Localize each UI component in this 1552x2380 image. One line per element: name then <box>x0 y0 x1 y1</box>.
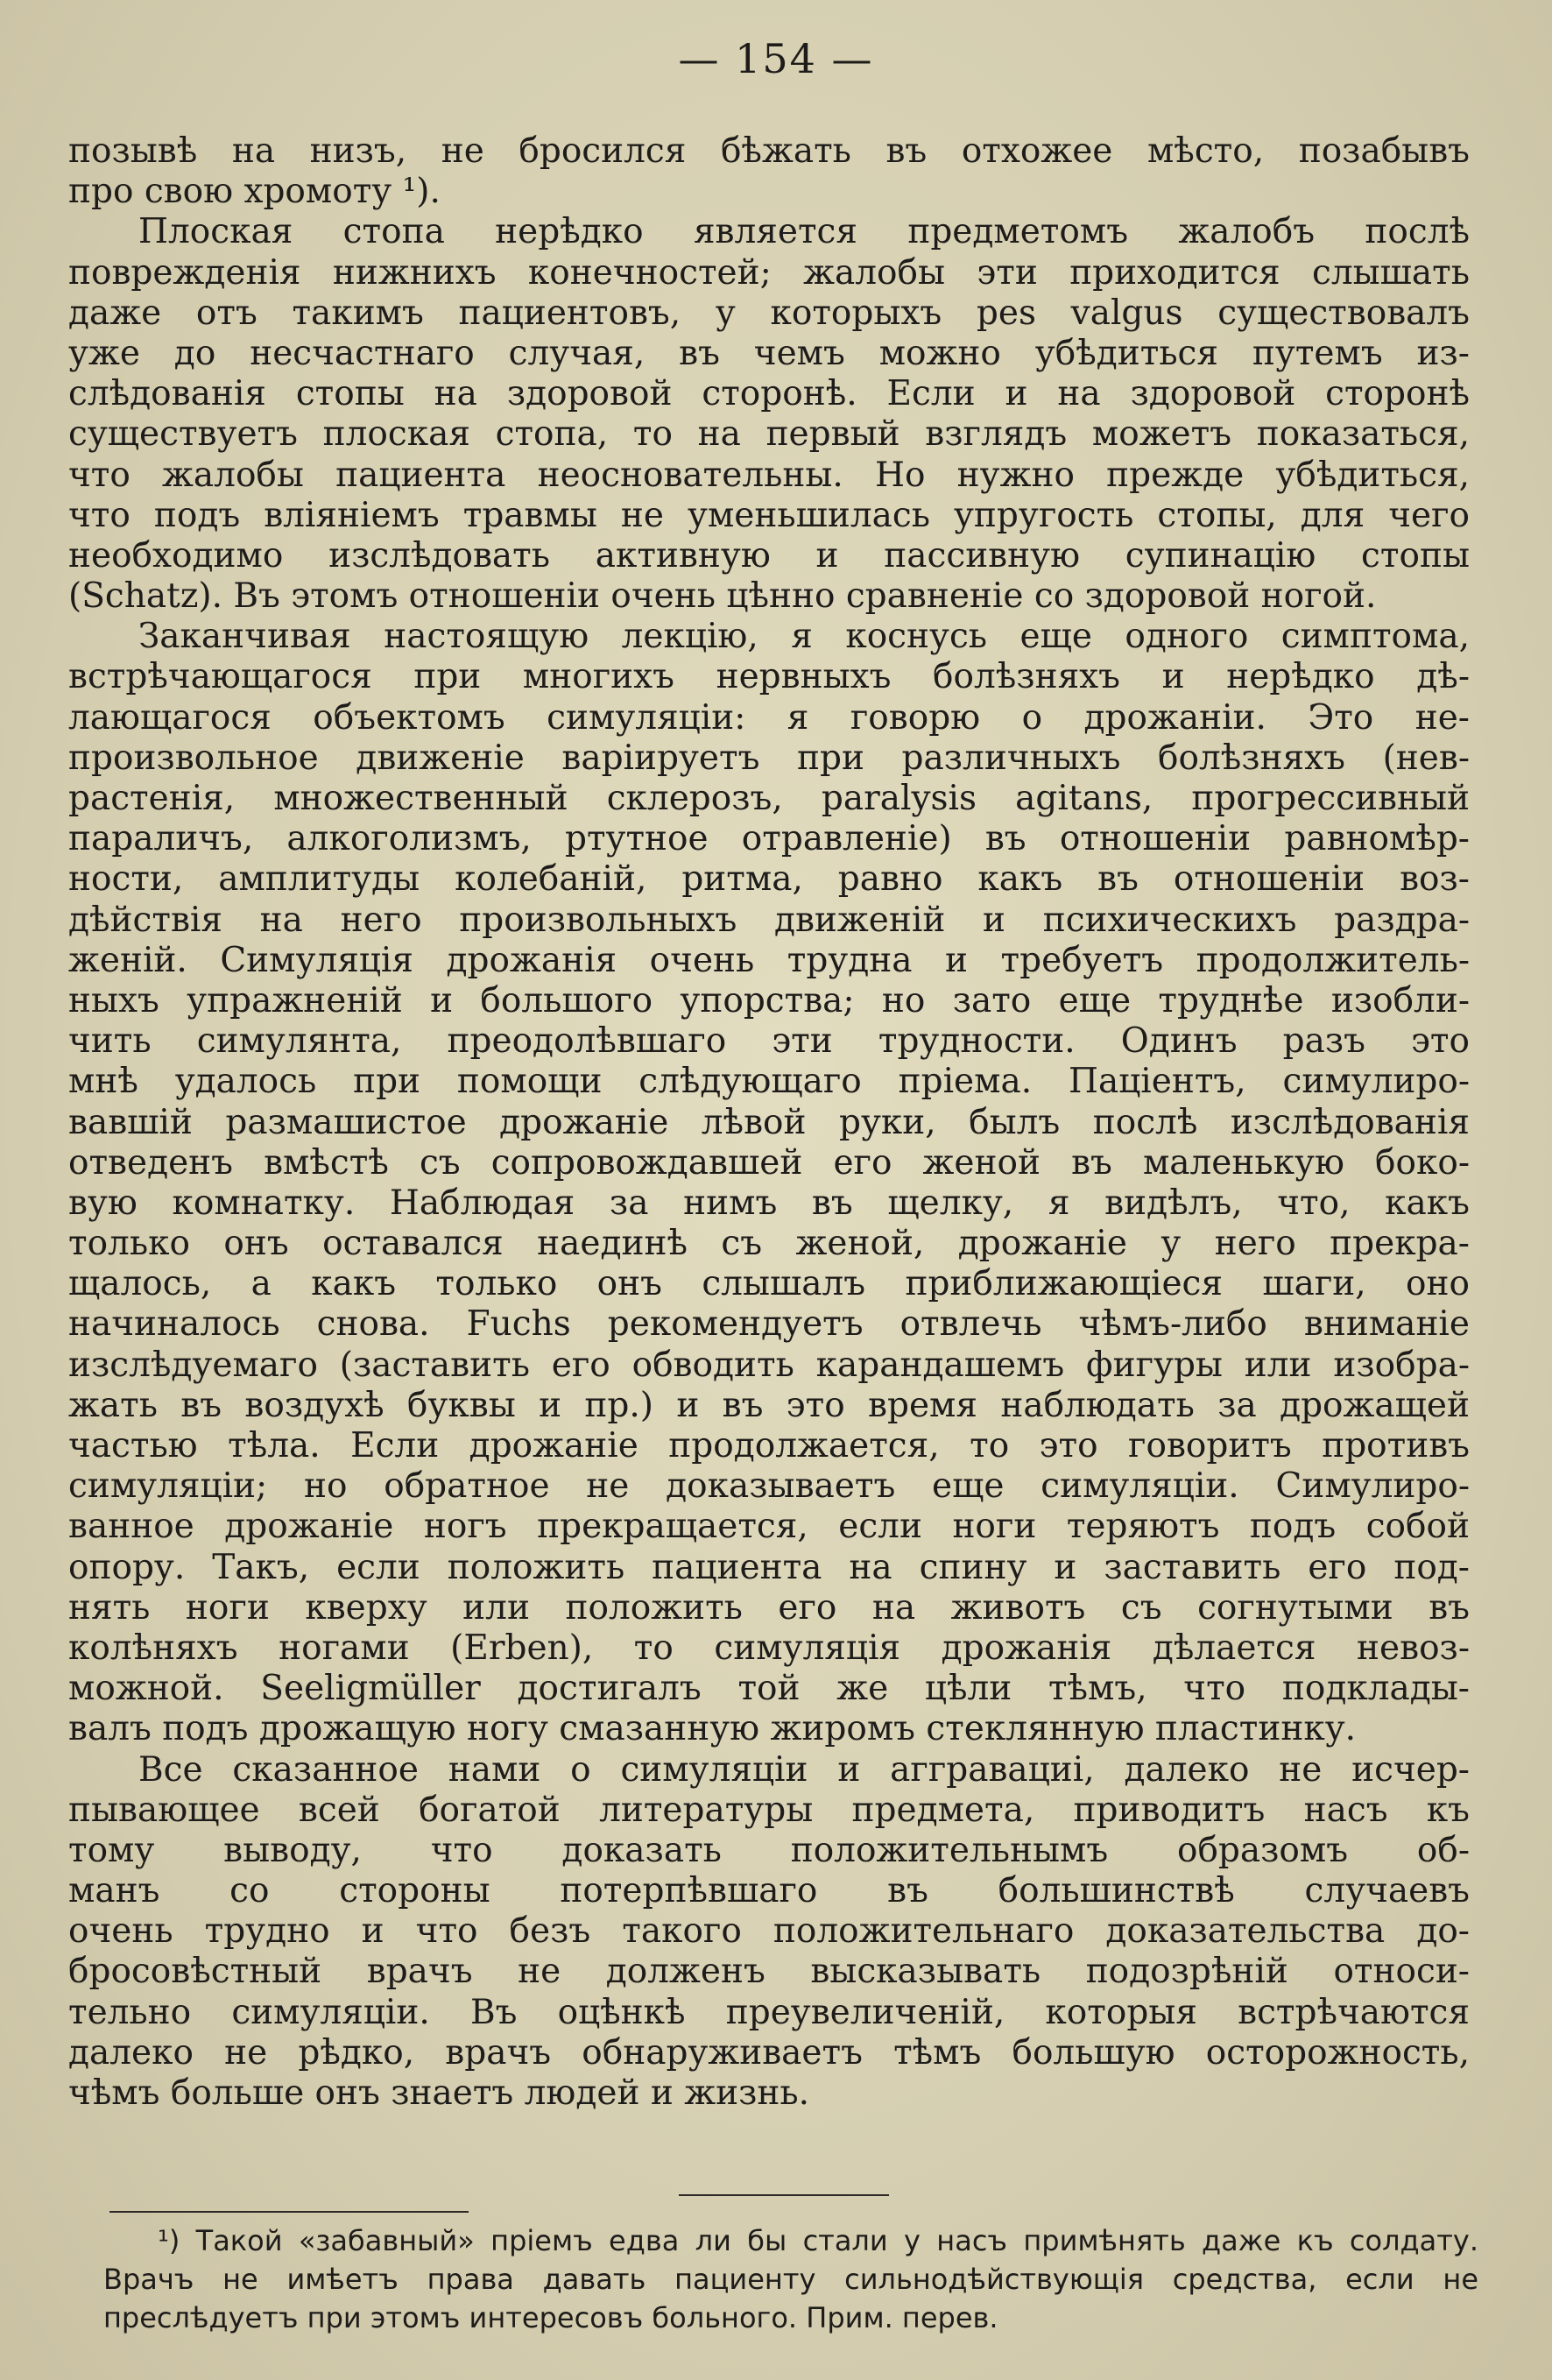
footnote <box>103 2221 1478 2337</box>
text-line: произвольное движеніе варіируетъ при различныхъ болѣзняхъ (нев- <box>68 738 1470 778</box>
text-line: уже до несчастнаго случая, въ чемъ можно убѣдиться путемъ из- <box>68 333 1470 373</box>
text-line: бросовѣстный врачъ не долженъ высказывать подозрѣній относи- <box>68 1952 1470 1992</box>
footnote-separator-rule <box>109 2211 469 2213</box>
text-line: позывѣ на низъ, не бросился бѣжать въ отхожее мѣсто, позабывъ <box>68 131 1470 171</box>
text-line: можной. Seeligmüller достигалъ той же цѣли тѣмъ, что подклады- <box>68 1669 1470 1709</box>
text-line: только онъ оставался наединѣ съ женой, дрожаніе у него прекра- <box>68 1224 1470 1264</box>
text-line: опору. Такъ, если положить пациента на спину и заставить его под- <box>68 1547 1470 1587</box>
paragraph <box>68 131 1470 212</box>
text-line: манъ со стороны потерпѣвшаго въ большинствѣ случаевъ <box>68 1871 1470 1911</box>
text-line: пывающее всей богатой литературы предмета, приводитъ насъ къ <box>68 1790 1470 1830</box>
text-line: изслѣдуемаго (заставить его обводить карандашемъ фигуры или изобра- <box>68 1345 1470 1385</box>
page-number: — 154 — <box>678 35 874 82</box>
text-line: вую комнатку. Наблюдая за нимъ въ щелку, я видѣлъ, что, какъ <box>68 1183 1470 1223</box>
footnote-line: преслѣдуетъ при этомъ интересовъ больного. Прим. перев. <box>103 2301 998 2334</box>
footnote-line: Врачъ не имѣетъ права давать пациенту сильнодѣйствующія средства, если не <box>103 2263 1478 2296</box>
text-line: что подъ вліяніемъ травмы не уменьшилась упругость стопы, для чего <box>68 495 1470 535</box>
center-divider-rule <box>679 2194 889 2196</box>
text-line: что жалобы пациента неосновательны. Но нужно прежде убѣдиться, <box>68 455 1470 495</box>
paragraph <box>68 617 1470 1749</box>
text-line: симуляціи; но обратное не доказываетъ еще симуляціи. Симулиро- <box>68 1466 1470 1507</box>
text-line: тельно симуляціи. Въ оцѣнкѣ преувеличеній, которыя встрѣчаются <box>68 1992 1470 2032</box>
text-line: жать въ воздухѣ буквы и пр.) и въ это время наблюдать за дрожащей <box>68 1385 1470 1425</box>
text-line: далеко не рѣдко, врачъ обнаруживаетъ тѣмъ большую осторожность, <box>68 2032 1470 2073</box>
text-line: существуетъ плоская стопа, то на первый взглядъ можетъ показаться, <box>68 414 1470 455</box>
text-line: вавшій размашистое дрожаніе лѣвой руки, былъ послѣ изслѣдованія <box>68 1102 1470 1142</box>
text-line: колѣняхъ ногами (Erben), то симуляція дрожанія дѣлается невоз- <box>68 1628 1470 1668</box>
text-line: чить симулянта, преодолѣвшаго эти трудности. Одинъ разъ это <box>68 1021 1470 1062</box>
text-line: необходимо изслѣдовать активную и пассивную супинацію стопы <box>68 535 1470 576</box>
text-line: ности, амплитуды колебаній, ритма, равно какъ въ отношеніи воз- <box>68 859 1470 900</box>
text-line: начиналось снова. Fuchs рекомендуетъ отвлечь чѣмъ-либо вниманіе <box>68 1304 1470 1345</box>
text-line: (Schatz). Въ этомъ отношеніи очень цѣнно сравненіе со здоровой ногой. <box>68 576 1377 617</box>
text-line: отведенъ вмѣстѣ съ сопровождавшей его женой въ маленькую боко- <box>68 1142 1470 1183</box>
text-line: чѣмъ больше онъ знаетъ людей и жизнь. <box>68 2073 809 2113</box>
text-line: про свою хромоту ¹). <box>68 172 441 212</box>
text-line: щалось, а какъ только онъ слышалъ приближающіеся шаги, оно <box>68 1264 1470 1304</box>
text-line: Все сказанное нами о симуляціи и аггравациі, далеко не исчер- <box>138 1749 1470 1790</box>
text-line: даже отъ такимъ пациентовъ, у которыхъ pes valgus существовалъ <box>68 293 1470 333</box>
paragraph <box>68 1750 1470 2115</box>
text-line: валъ подъ дрожащую ногу смазанную жиромъ стеклянную пластинку. <box>68 1709 1357 1749</box>
body-text <box>68 131 1470 2114</box>
text-line: лающагося объектомъ симуляціи: я говорю о дрожаніи. Это не- <box>68 697 1470 738</box>
text-line: Плоская стопа нерѣдко является предметомъ жалобъ послѣ <box>138 212 1470 252</box>
text-line: дѣйствія на него произвольныхъ движеній и психическихъ раздра- <box>68 900 1470 940</box>
text-line: ныхъ упражненій и большого упорства; но зато еще труднѣе изобли- <box>68 980 1470 1021</box>
text-line: женій. Симуляція дрожанія очень трудна и требуетъ продолжитель- <box>68 940 1470 980</box>
text-line: очень трудно и что безъ такого положительнаго доказательства до- <box>68 1911 1470 1952</box>
text-line: Заканчивая настоящую лекцію, я коснусь еще одного симптома, <box>138 617 1470 657</box>
text-line: частью тѣла. Если дрожаніе продолжается, то это говоритъ противъ <box>68 1426 1470 1465</box>
text-line: мнѣ удалось при помощи слѣдующаго пріема. Пацiентъ, симулиро- <box>68 1062 1470 1102</box>
footnote-line: ¹) Такой «забавный» пріемъ едва ли бы стали у насъ примѣнять даже къ солдату. <box>158 2224 1478 2257</box>
text-line: параличъ, алкоголизмъ, ртутное отравленіе) въ отношеніи равномѣр- <box>68 819 1470 859</box>
text-line: поврежденія нижнихъ конечностей; жалобы эти приходится слышать <box>68 252 1470 293</box>
text-line: ванное дрожаніе ногъ прекращается, если ноги теряютъ подъ собой <box>68 1507 1470 1547</box>
text-line: тому выводу, что доказать положительнымъ образомъ об- <box>68 1830 1470 1870</box>
text-line: слѣдованія стопы на здоровой сторонѣ. Если и на здоровой сторонѣ <box>68 374 1470 414</box>
text-line: растенія, множественный склерозъ, paralysis agitans, прогрессивный <box>68 779 1470 818</box>
text-line: встрѣчающагося при многихъ нервныхъ болѣзняхъ и нерѣдко дѣ- <box>68 657 1470 697</box>
paragraph <box>68 212 1470 617</box>
text-line: нять ноги кверху или положить его на животъ съ согнутыми въ <box>68 1587 1470 1628</box>
